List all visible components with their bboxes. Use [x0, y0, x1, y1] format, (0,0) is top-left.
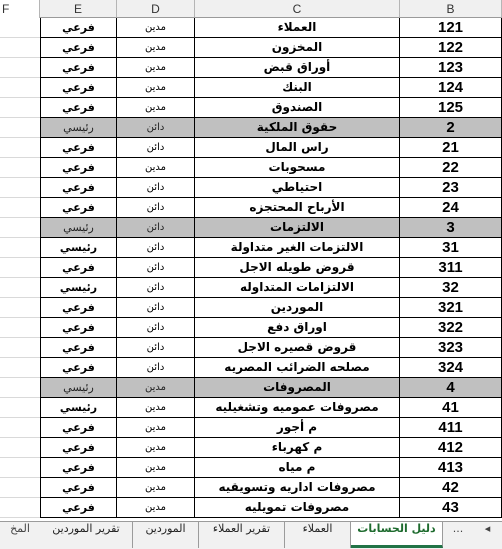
cell-b-account-code[interactable]: 22: [400, 158, 502, 178]
table-row: [0, 298, 502, 318]
table-row: [0, 138, 502, 158]
cell-f[interactable]: [0, 318, 40, 338]
table-row: [0, 498, 502, 518]
cell-e-type[interactable]: رئيسي: [40, 218, 117, 238]
cell-b-account-code[interactable]: 323: [400, 338, 502, 358]
cell-b-account-code[interactable]: 3: [400, 218, 502, 238]
tab-label: دليل الحسابات: [357, 522, 436, 535]
cell-b-account-code[interactable]: 23: [400, 178, 502, 198]
caret-left-icon: ◂: [484, 522, 491, 535]
cell-c-account-name[interactable]: اوراق دفع: [195, 318, 400, 338]
cell-d-nature[interactable]: دائن: [117, 198, 195, 218]
cell-b-account-code[interactable]: 311: [400, 258, 502, 278]
cell-b-account-code[interactable]: 321: [400, 298, 502, 318]
cell-f[interactable]: [0, 98, 40, 118]
table-row: [0, 438, 502, 458]
table-row: [0, 158, 502, 178]
partial-tab-left[interactable]: [0, 522, 40, 548]
ellipsis-icon: ...: [452, 522, 464, 535]
cell-f[interactable]: [0, 278, 40, 298]
cell-f[interactable]: [0, 378, 40, 398]
cell-d-nature[interactable]: دائن: [117, 278, 195, 298]
cell-e-type[interactable]: فرعي: [40, 298, 117, 318]
cell-e-type[interactable]: فرعي: [40, 358, 117, 378]
column-header-f[interactable]: F: [0, 0, 40, 18]
cell-f[interactable]: [0, 38, 40, 58]
tab-customer-report[interactable]: [199, 522, 285, 548]
cell-e-type[interactable]: رئيسي: [40, 378, 117, 398]
table-row: [0, 178, 502, 198]
cell-e-type[interactable]: فرعي: [40, 418, 117, 438]
column-header-b[interactable]: B: [400, 0, 502, 18]
column-header-d[interactable]: D: [117, 0, 195, 18]
cell-e-type[interactable]: فرعي: [40, 58, 117, 78]
cell-c-account-name[interactable]: قروض طويله الاجل: [195, 258, 400, 278]
cell-b-account-code[interactable]: 31: [400, 238, 502, 258]
cell-d-nature[interactable]: دائن: [117, 258, 195, 278]
table-row: [0, 458, 502, 478]
cell-e-type[interactable]: فرعي: [40, 498, 117, 518]
table-row: [0, 418, 502, 438]
tab-label: العملاء: [302, 522, 333, 535]
cell-e-type[interactable]: رئيسي: [40, 238, 117, 258]
table-row: [0, 278, 502, 298]
table-row: [0, 218, 502, 238]
cell-f[interactable]: [0, 138, 40, 158]
cell-f[interactable]: [0, 398, 40, 418]
cell-f[interactable]: [0, 58, 40, 78]
cell-f[interactable]: [0, 118, 40, 138]
cell-f[interactable]: [0, 438, 40, 458]
cell-c-account-name[interactable]: حقوق الملكية: [195, 118, 400, 138]
cell-b-account-code[interactable]: 24: [400, 198, 502, 218]
cell-d-nature[interactable]: مدين: [117, 498, 195, 518]
cell-e-type[interactable]: فرعي: [40, 478, 117, 498]
cell-c-account-name[interactable]: العملاء: [195, 18, 400, 38]
tab-label: تقرير العملاء: [212, 522, 271, 535]
cell-c-account-name[interactable]: مسحوبات: [195, 158, 400, 178]
cell-e-type[interactable]: فرعي: [40, 318, 117, 338]
cell-e-type[interactable]: فرعي: [40, 18, 117, 38]
cell-b-account-code[interactable]: 413: [400, 458, 502, 478]
cell-e-type[interactable]: فرعي: [40, 98, 117, 118]
cell-b-account-code[interactable]: 411: [400, 418, 502, 438]
cell-f[interactable]: [0, 338, 40, 358]
cell-c-account-name[interactable]: مصروفات عموميه وتشغيليه: [195, 398, 400, 418]
cell-e-type[interactable]: فرعي: [40, 158, 117, 178]
cell-e-type[interactable]: فرعي: [40, 78, 117, 98]
cell-e-type[interactable]: رئيسي: [40, 118, 117, 138]
cell-c-account-name[interactable]: الالتزمات: [195, 218, 400, 238]
cell-c-account-name[interactable]: الأرباح المحتجزه: [195, 198, 400, 218]
table-row: [0, 398, 502, 418]
cell-e-type[interactable]: فرعي: [40, 198, 117, 218]
tab-supplier-report[interactable]: [40, 522, 133, 548]
cell-b-account-code[interactable]: 21: [400, 138, 502, 158]
cell-d-nature[interactable]: مدين: [117, 438, 195, 458]
table-row: [0, 78, 502, 98]
table-row: [0, 118, 502, 138]
cell-e-type[interactable]: فرعي: [40, 138, 117, 158]
cell-e-type[interactable]: رئيسي: [40, 278, 117, 298]
cell-d-nature[interactable]: دائن: [117, 238, 195, 258]
cell-d-nature[interactable]: مدين: [117, 378, 195, 398]
cell-f[interactable]: [0, 298, 40, 318]
cell-b-account-code[interactable]: 41: [400, 398, 502, 418]
table-row: [0, 258, 502, 278]
cell-d-nature[interactable]: دائن: [117, 358, 195, 378]
cell-f[interactable]: [0, 358, 40, 378]
cell-f[interactable]: [0, 498, 40, 518]
cell-b-account-code[interactable]: 43: [400, 498, 502, 518]
cell-c-account-name[interactable]: احتياطي: [195, 178, 400, 198]
cell-b-account-code[interactable]: 412: [400, 438, 502, 458]
cell-e-type[interactable]: فرعي: [40, 258, 117, 278]
scroll-tabs-left-button[interactable]: [473, 522, 502, 548]
cell-f[interactable]: [0, 18, 40, 38]
table-row: [0, 58, 502, 78]
cell-e-type[interactable]: فرعي: [40, 178, 117, 198]
cell-d-nature[interactable]: دائن: [117, 318, 195, 338]
table-row: [0, 318, 502, 338]
cell-c-account-name[interactable]: مصلحه الضرائب المصريه: [195, 358, 400, 378]
cell-c-account-name[interactable]: الموردين: [195, 298, 400, 318]
cell-f[interactable]: [0, 238, 40, 258]
cell-b-account-code[interactable]: 322: [400, 318, 502, 338]
cell-c-account-name[interactable]: الصندوق: [195, 98, 400, 118]
cell-f[interactable]: [0, 218, 40, 238]
cell-d-nature[interactable]: مدين: [117, 38, 195, 58]
tab-label: الموردين: [145, 522, 186, 535]
cell-b-account-code[interactable]: 4: [400, 378, 502, 398]
cell-d-nature[interactable]: دائن: [117, 338, 195, 358]
cell-b-account-code[interactable]: 32: [400, 278, 502, 298]
tab-customers[interactable]: [285, 522, 351, 548]
table-row: [0, 338, 502, 358]
cell-f[interactable]: [0, 158, 40, 178]
table-row: [0, 238, 502, 258]
table-row: [0, 18, 502, 38]
cell-d-nature[interactable]: دائن: [117, 138, 195, 158]
tab-label: تقرير الموردين: [52, 522, 120, 535]
table-row: [0, 38, 502, 58]
tab-suppliers[interactable]: [133, 522, 199, 548]
cell-b-account-code[interactable]: 125: [400, 98, 502, 118]
table-row: [0, 358, 502, 378]
cell-e-type[interactable]: فرعي: [40, 38, 117, 58]
cell-b-account-code[interactable]: 124: [400, 78, 502, 98]
cell-f[interactable]: [0, 458, 40, 478]
cell-d-nature[interactable]: مدين: [117, 478, 195, 498]
cell-b-account-code[interactable]: 324: [400, 358, 502, 378]
cell-d-nature[interactable]: دائن: [117, 178, 195, 198]
cell-b-account-code[interactable]: 42: [400, 478, 502, 498]
cell-e-type[interactable]: فرعي: [40, 338, 117, 358]
cell-c-account-name[interactable]: المصروفات: [195, 378, 400, 398]
tab-chart-of-accounts[interactable]: [351, 522, 443, 548]
cell-f[interactable]: [0, 418, 40, 438]
cell-b-account-code[interactable]: 2: [400, 118, 502, 138]
cell-d-nature[interactable]: مدين: [117, 18, 195, 38]
cell-d-nature[interactable]: مدين: [117, 398, 195, 418]
cell-f[interactable]: [0, 478, 40, 498]
cell-c-account-name[interactable]: المخزون: [195, 38, 400, 58]
table-row: [0, 198, 502, 218]
cell-d-nature[interactable]: مدين: [117, 418, 195, 438]
cell-d-nature[interactable]: دائن: [117, 218, 195, 238]
more-tabs-button[interactable]: [443, 522, 473, 548]
cell-d-nature[interactable]: دائن: [117, 298, 195, 318]
sheet-tab-bar: [0, 521, 502, 549]
tab-label: المخ: [10, 522, 30, 535]
column-header-c[interactable]: C: [195, 0, 400, 18]
table-row: [0, 98, 502, 118]
cell-e-type[interactable]: رئيسي: [40, 398, 117, 418]
cell-e-type[interactable]: فرعي: [40, 438, 117, 458]
cell-c-account-name[interactable]: راس المال: [195, 138, 400, 158]
cell-b-account-code[interactable]: 121: [400, 18, 502, 38]
cell-c-account-name[interactable]: مصروفات اداريه وتسويقيه: [195, 478, 400, 498]
cell-c-account-name[interactable]: البنك: [195, 78, 400, 98]
cell-c-account-name[interactable]: الالتزامات المتداوله: [195, 278, 400, 298]
cell-c-account-name[interactable]: م كهرباء: [195, 438, 400, 458]
cell-f[interactable]: [0, 258, 40, 278]
cell-c-account-name[interactable]: م مياه: [195, 458, 400, 478]
cell-d-nature[interactable]: مدين: [117, 458, 195, 478]
cell-c-account-name[interactable]: قروض قصيره الاجل: [195, 338, 400, 358]
cell-d-nature[interactable]: مدين: [117, 58, 195, 78]
cell-c-account-name[interactable]: مصروفات تمويليه: [195, 498, 400, 518]
cell-c-account-name[interactable]: الالتزمات الغير متداولة: [195, 238, 400, 258]
cell-d-nature[interactable]: مدين: [117, 158, 195, 178]
cell-c-account-name[interactable]: أوراق قبض: [195, 58, 400, 78]
table-row: [0, 378, 502, 398]
cell-f[interactable]: [0, 78, 40, 98]
cell-e-type[interactable]: فرعي: [40, 458, 117, 478]
cell-b-account-code[interactable]: 122: [400, 38, 502, 58]
cell-b-account-code[interactable]: 123: [400, 58, 502, 78]
cell-f[interactable]: [0, 178, 40, 198]
cell-d-nature[interactable]: دائن: [117, 118, 195, 138]
column-header-e[interactable]: E: [40, 0, 117, 18]
table-row: [0, 478, 502, 498]
cell-f[interactable]: [0, 198, 40, 218]
cell-c-account-name[interactable]: م أجور: [195, 418, 400, 438]
cell-d-nature[interactable]: مدين: [117, 78, 195, 98]
cell-d-nature[interactable]: مدين: [117, 98, 195, 118]
